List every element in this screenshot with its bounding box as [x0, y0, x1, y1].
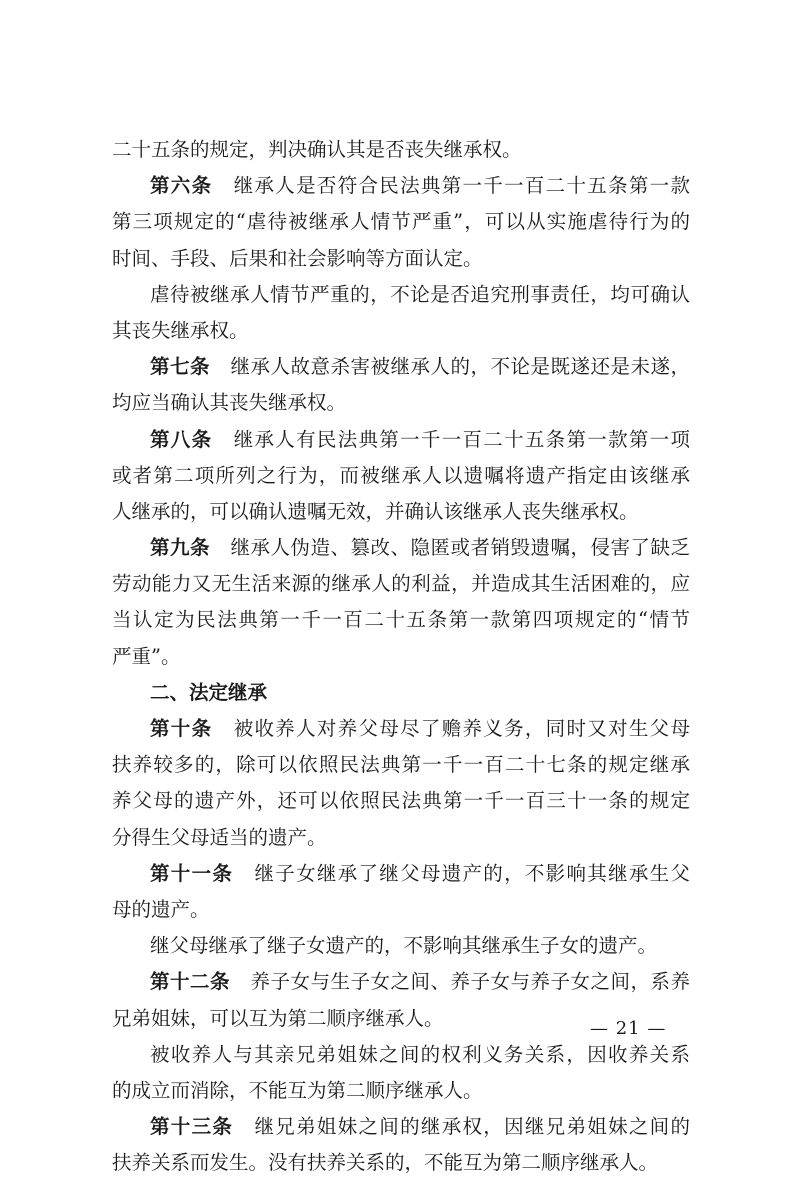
text-line — [112, 1037, 690, 1073]
article-number: 第八条 — [150, 427, 213, 451]
page-number: — 21 — — [590, 1018, 667, 1039]
line-text: 继承人是否符合民法典第一千一百二十五条第一款 — [232, 174, 690, 198]
text-line — [112, 820, 690, 856]
article-number: 第十三条 — [150, 1115, 234, 1139]
line-text: 人继承的，可以确认遗嘱无效，并确认该继承人丧失继承权。 — [112, 499, 639, 523]
line-text: 兄弟姐妹，可以互为第二顺序继承人。 — [112, 1006, 444, 1030]
text-line — [112, 783, 690, 819]
text-line — [112, 964, 690, 1000]
text-line — [112, 313, 690, 349]
line-text: 继承人故意杀害被继承人的，不论是既遂还是未遂， — [230, 355, 690, 379]
text-line — [112, 892, 690, 928]
line-text: 扶养较多的，除可以依照民法典第一千一百二十七条的规定继承 — [112, 753, 690, 777]
line-text: 继子女继承了继父母遗产的，不影响其继承生父 — [253, 861, 690, 885]
line-text: 继父母继承了继子女遗产的，不影响其继承生子女的遗产。 — [150, 934, 658, 958]
text-line — [112, 856, 690, 892]
line-text: 第三项规定的“虐待被继承人情节严重”，可以从实施虐待行为的 — [112, 210, 690, 234]
line-text: 劳动能力又无生活来源的继承人的利益，并造成其生活困难的，应 — [112, 572, 690, 596]
line-text: 养子女与生子女之间、养子女与养子女之间，系养 — [250, 970, 690, 994]
article-number: 第九条 — [150, 536, 210, 560]
line-text: 的成立而消除，不能互为第二顺序继承人。 — [112, 1078, 483, 1102]
line-text: 继承人伪造、篡改、隐匿或者销毁遗嘱，侵害了缺乏 — [230, 536, 690, 560]
line-text: 母的遗产。 — [112, 897, 210, 921]
line-text: 或者第二项所列之行为，而被继承人以遗嘱将遗产指定由该继承 — [112, 463, 690, 487]
line-text: 均应当确认其丧失继承权。 — [112, 391, 347, 415]
text-line — [112, 530, 690, 566]
article-number: 第十条 — [150, 717, 213, 740]
text-line — [112, 711, 690, 747]
line-text: 其丧失继承权。 — [112, 318, 249, 342]
section-heading: 二、法定继承 — [150, 680, 268, 704]
text-line — [112, 639, 690, 675]
text-line — [112, 1109, 690, 1145]
article-number: 第十二条 — [150, 970, 230, 994]
line-text: 严重”。 — [112, 644, 181, 668]
line-text: 分得生父母适当的遗产。 — [112, 825, 327, 849]
text-line — [112, 168, 690, 204]
article-number: 第六条 — [150, 174, 213, 198]
text-line — [112, 566, 690, 602]
text-line — [112, 458, 690, 494]
text-line — [112, 385, 690, 421]
line-text: 二十五条的规定，判决确认其是否丧失继承权。 — [112, 138, 522, 161]
text-line — [112, 928, 690, 964]
text-line — [112, 241, 690, 277]
text-line — [112, 747, 690, 783]
text-line — [112, 1073, 690, 1109]
line-text: 虐待被继承人情节严重的，不论是否追究刑事责任，均可确认 — [150, 282, 690, 306]
line-text: 被收养人与其亲兄弟姐妹之间的权利义务关系，因收养关系 — [150, 1042, 690, 1066]
text-line — [112, 349, 690, 385]
text-line — [112, 132, 690, 168]
line-text: 时间、手段、后果和社会影响等方面认定。 — [112, 246, 483, 270]
article-number: 第十一条 — [150, 861, 234, 885]
text-line — [112, 1145, 690, 1181]
text-line — [112, 602, 690, 638]
line-text: 继兄弟姐妹之间的继承权，因继兄弟姐妹之间的 — [253, 1115, 690, 1139]
line-text: 扶养关系而发生。没有扶养关系的，不能互为第二顺序继承人。 — [112, 1151, 659, 1175]
line-text: 养父母的遗产外，还可以依照民法典第一千一百三十一条的规定 — [112, 789, 690, 813]
text-line — [112, 422, 690, 458]
text-line — [112, 277, 690, 313]
line-text: 被收养人对养父母尽了赡养义务，同时又对生父母 — [232, 717, 690, 740]
article-number: 第七条 — [150, 355, 210, 379]
text-line — [112, 204, 690, 240]
text-line — [112, 494, 690, 530]
line-text: 继承人有民法典第一千一百二十五条第一款第一项 — [232, 427, 690, 451]
line-text: 当认定为民法典第一千一百二十五条第一款第四项规定的“情节 — [112, 608, 690, 632]
